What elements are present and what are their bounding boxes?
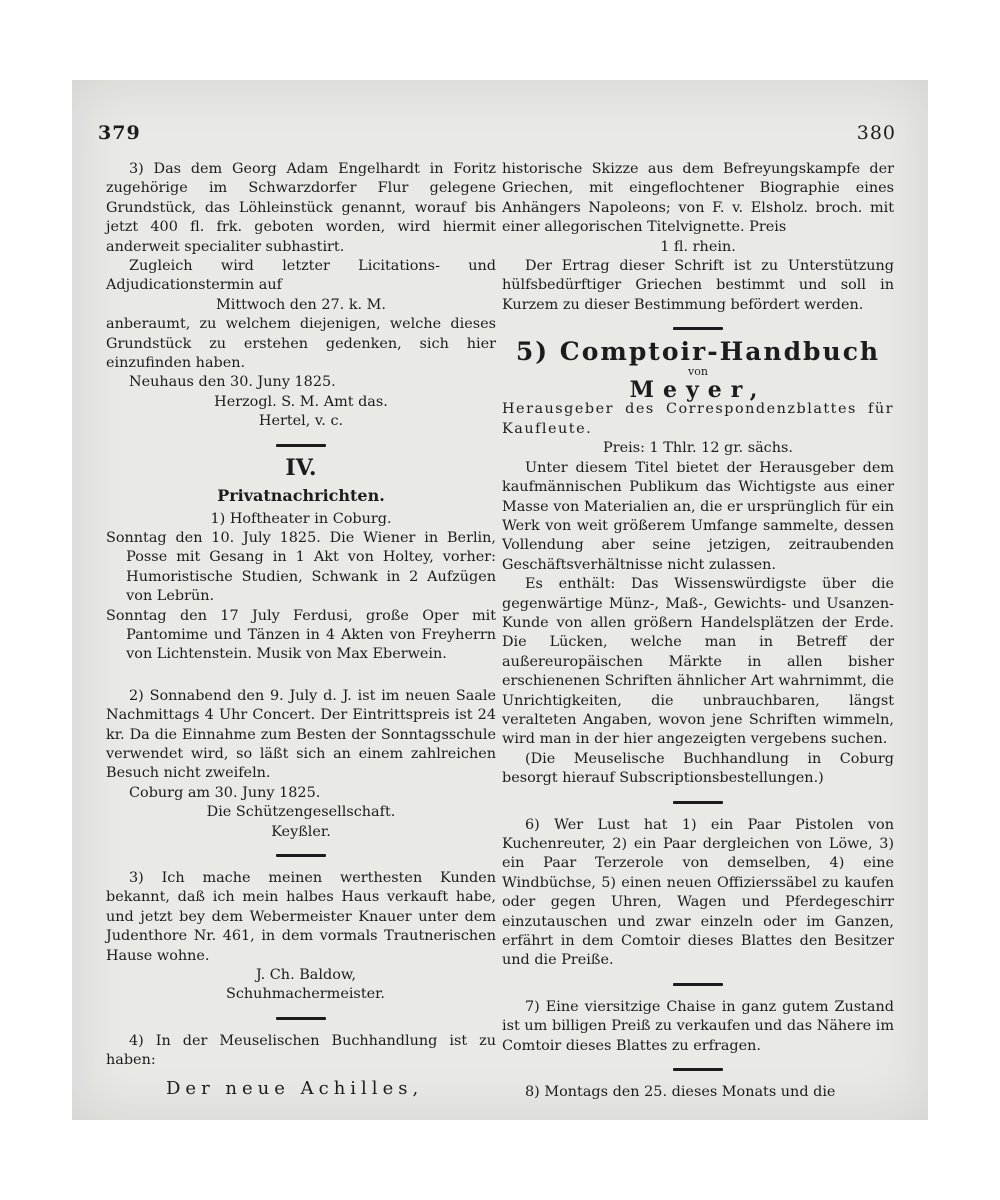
divider — [673, 1068, 723, 1071]
book-description: historische Skizze aus dem Befreyungskampfe der Griechen, mit eingeflochtener Biographie eines Anhängers Napoleons; von F. v. Elsholz. broch. mit einer allegorischen Titelvignette. Preis — [502, 161, 894, 236]
section-numeral: IV. — [285, 454, 317, 481]
theater-listing-2: Sonntag den 17 July Ferdusi, große Oper mit Pantomime und Tänzen in 4 Akten von Freyherrn von Lichtenstein. Musik von Max Eberwein. — [106, 607, 496, 663]
comptoir-author: Meyer, — [629, 377, 767, 404]
divider — [276, 854, 326, 857]
notice-signature: Hertel, v. c. — [258, 413, 344, 430]
comptoir-contents: Es enthält: Das Wissenswürdigste über die gegenwärtige Münz-, Maß-, Gewichts- und Usanzen-Kunde von allen größern Handelsplätzen der Erde. Die Lücken, welche man in Betreff der außereuropäischen Märkte in allen bisher erschienenen Schriften ähnlicher Art wahrnimmt, die Unrichtigkeiten, die unbrauchbaren, längst veralteten Angaben, wovon jene Schriften wimmeln, wird man in der hier angezeigten vergebens suchen. — [502, 576, 894, 748]
notice-place: Neuhaus den 30. Juny 1825. — [129, 374, 336, 391]
theater-heading: 1) Hoftheater in Coburg. — [210, 510, 392, 527]
divider — [276, 1017, 326, 1020]
section-title: Privatnachrichten. — [217, 486, 385, 506]
pistols-notice: 6) Wer Lust hat 1) ein Paar Pistolen von Kuchenreuter, 2) ein Paar dergleichen von Löwe, 3) ein Paar Terzerole von demselben, 4) eine Windbüchse, 5) einen neuen Offizierssäbel zu kaufen oder gegen Uhren, Wagen und Pferdegeschirr einzutauschen und zwar einzeln oder im Ganzen, erfährt in dem Comtoir dieses Blattes den Besitzer und die Preiße. — [502, 816, 894, 969]
monday-notice: 8) Montags den 25. dieses Monats und die — [525, 1084, 836, 1101]
concert-signature: Keyßler. — [271, 823, 331, 840]
comptoir-order-note: (Die Meuselische Buchhandlung in Coburg besorgt hierauf Subscriptionsbestellungen.) — [502, 750, 894, 787]
book-notice: 4) In der Meuselischen Buchhandlung ist zu haben: — [106, 1032, 496, 1069]
comptoir-title: 5) Comptoir-Handbuch — [515, 337, 881, 367]
notice-office: Herzogl. S. M. Amt das. — [214, 393, 388, 410]
notice-subhastation: 3) Das dem Georg Adam Engelhardt in Foritz zugehörige im Schwarzdorfer Flur gelegene Grundstück, das Löhleinstück genannt, worauf bis jetzt 400 fl. frk. geboten worden, wird hiermit anderweit specialiter subhastirt. — [106, 161, 496, 255]
concert-notice: 2) Sonnabend den 9. July d. J. ist im neuen Saale Nachmittags 4 Uhr Concert. Der Eintrittspreis ist 24 kr. Da die Einnahme zum Besten der Sonntagsschule verwendet wird, so läßt sich an einem zahlreichen Besuch nicht zweifeln. — [106, 687, 496, 782]
book-title: Der neue Achilles, — [166, 1077, 424, 1099]
page-number-left: 379 — [98, 122, 141, 144]
notice-date: Mittwoch den 27. k. M. — [216, 296, 386, 313]
comptoir-description: Unter diesem Titel bietet der Herausgeber dem kaufmännischen Publikum das Wichtigste aus einer Masse von Materialien an, die er ursprünglich für ein Werk von weit größerem Umfange sammelte, dessen Vollendung aber seine jetzigen, zeitraubenden Geschäftsverhältnisse nicht zulassen. — [502, 459, 894, 573]
divider — [673, 983, 723, 986]
notice-rest: anberaumt, zu welchem diejenigen, welche dieses Grundstück zu erstehen gedenken, sich hier einzufinden haben. — [106, 316, 496, 372]
page-number-right: 380 — [856, 122, 896, 144]
relocation-name: J. Ch. Baldow, — [256, 967, 357, 984]
notice-termin: Zugleich wird letzter Licitations- und Adjudicationstermin auf — [106, 258, 496, 294]
column-right — [502, 160, 894, 1102]
relocation-trade: Schuhmachermeister. — [226, 986, 385, 1003]
relocation-notice: 3) Ich mache meinen werthesten Kunden bekannt, daß ich mein halbes Haus verkauft habe, und jetzt bey dem Webermeister Knauer unter dem Judenthore Nr. 461, in dem vormals Trautnerischen Hause wohne. — [106, 870, 496, 964]
divider — [673, 327, 723, 330]
book-price: 1 fl. rhein. — [660, 238, 736, 255]
divider — [276, 444, 326, 447]
concert-organizer: Die Schützengesellschaft. — [206, 804, 396, 821]
comptoir-von: von — [688, 364, 708, 378]
book-proceeds-note: Der Ertrag dieser Schrift ist zu Unterstützung hülfsbedürftiger Griechen bestimmt und soll in Kurzem zu dieser Bestimmung befördert werden. — [502, 258, 894, 313]
comptoir-editor: Herausgeber des Correspondenzblattes für Kaufleute. — [502, 401, 894, 437]
chaise-notice: 7) Eine viersitzige Chaise in ganz gutem Zustand ist um billigen Preiß zu verkaufen und das Nähere im Comtoir dieses Blattes zu erfragen. — [502, 998, 894, 1054]
comptoir-price: Preis: 1 Thlr. 12 gr. sächs. — [603, 440, 793, 457]
divider — [673, 801, 723, 804]
theater-listing-1: Sonntag den 10. July 1825. Die Wiener in Berlin, Posse mit Gesang in 1 Akt von Holtey, vorher: Humoristische Studien, Schwank in 2 Aufzügen von Lebrün. — [106, 529, 496, 605]
column-left — [106, 160, 496, 1098]
scanned-page-spread — [72, 80, 928, 1120]
concert-place: Coburg am 30. Juny 1825. — [129, 784, 321, 801]
